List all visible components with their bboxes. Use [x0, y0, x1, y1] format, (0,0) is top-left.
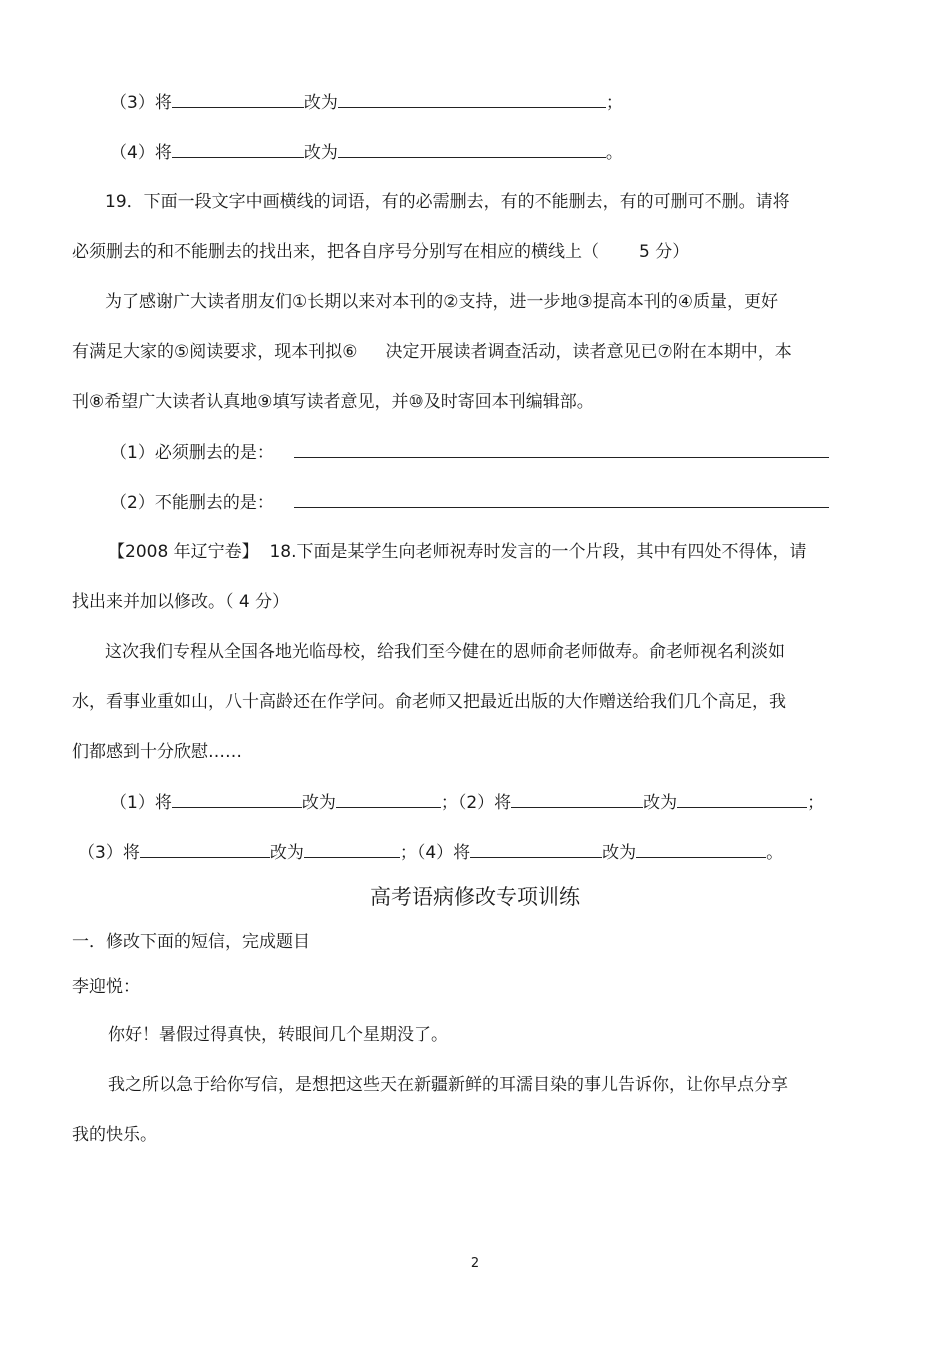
letter-paragraph-2: 我之所以急于给你写信，是想把这些天在新疆新鲜的耳濡目染的事儿告诉你，让你早点分享	[108, 1075, 788, 1095]
answer-blank[interactable]	[511, 791, 643, 808]
answer-blank[interactable]	[172, 791, 302, 808]
liaoning-stem-line1: 【2008 年辽宁卷】 18.下面是某学生向老师祝寿时发言的一个片段，其中有四处不得体，请	[108, 542, 807, 562]
liaoning-stem-line2: 找出来并加以修改。（ 4 分）	[72, 592, 290, 612]
letter-paragraph-2-cont: 我的快乐。	[72, 1125, 157, 1145]
answer-blank[interactable]	[294, 441, 829, 458]
liaoning-passage-line2: 水，看事业重如山，八十高龄还在作学问。俞老师又把最近出版的大作赠送给我们几个高足，我	[72, 692, 786, 712]
section-heading: 一．修改下面的短信，完成题目	[72, 932, 310, 952]
q18-item-4: （4）将 改为 。	[110, 143, 623, 163]
q19-stem-line2: 必须删去的和不能删去的找出来，把各自序号分别写在相应的横线上（ 5 分）	[72, 242, 690, 262]
letter-salutation: 李迎悦：	[72, 977, 140, 997]
q19-stem-line1: 19．下面一段文字中画横线的词语，有的必需删去，有的不能删去，有的可删可不删。请将	[105, 192, 790, 212]
answer-blank[interactable]	[338, 141, 606, 158]
section-title: 高考语病修改专项训练	[370, 885, 580, 909]
q19-answer-2: （2）不能删去的是：	[110, 491, 829, 514]
answer-blank[interactable]	[470, 841, 602, 858]
answer-blank[interactable]	[140, 841, 270, 858]
answer-blank[interactable]	[172, 91, 304, 108]
page-number: 2	[470, 1256, 480, 1271]
liaoning-answer-row-1: （1）将 改为 ；（2）将 改为 ；	[110, 793, 825, 813]
answer-blank[interactable]	[172, 141, 304, 158]
q19-passage-line1: 为了感谢广大读者朋友们①长期以来对本刊的②支持，进一步地③提高本刊的④质量，更好	[105, 292, 778, 312]
liaoning-answer-row-2: （3）将 改为 ；（4）将 改为 。	[78, 843, 784, 863]
q19-answer-1: （1）必须删去的是：	[110, 441, 829, 464]
q19-passage-line2: 有满足大家的⑤阅读要求，现本刊拟⑥ 决定开展读者调查活动，读者意见已⑦附在本期中，本	[72, 342, 792, 362]
answer-blank[interactable]	[294, 491, 829, 508]
q19-passage-line3: 刊⑧希望广大读者认真地⑨填写读者意见，并⑩及时寄回本刊编辑部。	[72, 392, 594, 412]
q18-item-3: （3）将 改为 ；	[110, 93, 623, 113]
liaoning-passage-line1: 这次我们专程从全国各地光临母校，给我们至今健在的恩师俞老师做寿。俞老师视名利淡如	[105, 642, 785, 662]
answer-blank[interactable]	[677, 791, 807, 808]
answer-blank[interactable]	[304, 841, 400, 858]
answer-blank[interactable]	[636, 841, 766, 858]
answer-blank[interactable]	[336, 791, 441, 808]
letter-paragraph-1: 你好！暑假过得真快，转眼间几个星期没了。	[108, 1025, 448, 1045]
answer-blank[interactable]	[338, 91, 606, 108]
liaoning-passage-line3: 们都感到十分欣慰……	[72, 742, 242, 762]
